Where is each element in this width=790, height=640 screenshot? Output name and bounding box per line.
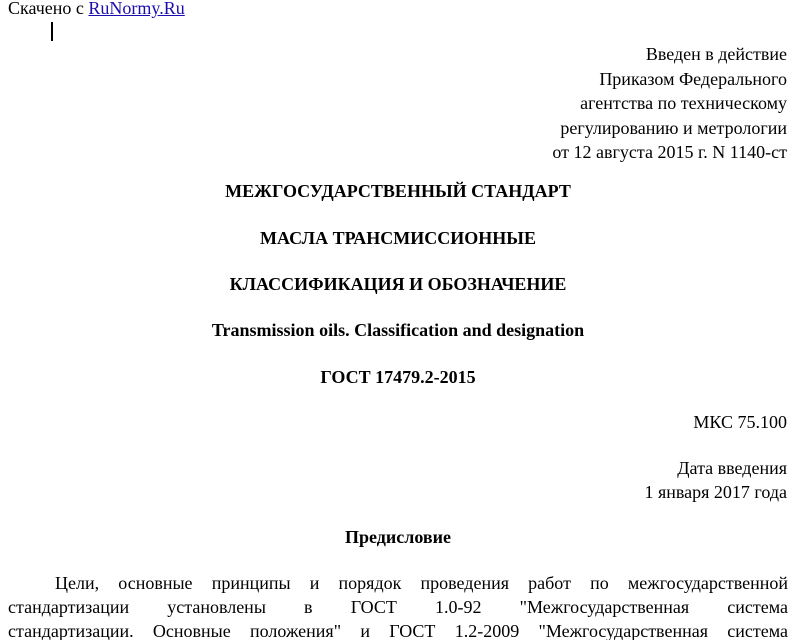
approval-line: Приказом Федерального xyxy=(599,68,787,89)
approval-line: Введен в действие xyxy=(645,44,787,64)
text-cursor xyxy=(51,22,53,41)
approval-line: агентства по техническому xyxy=(580,93,787,113)
preface-line: стандартизации. Основные положения" и ГОСТ 1.2-2009 "Межгосударственная система xyxy=(8,621,788,640)
runormy-link[interactable]: RuNormy.Ru xyxy=(88,0,185,18)
standard-type-heading: МЕЖГОСУДАРСТВЕННЫЙ СТАНДАРТ xyxy=(225,181,571,201)
approval-line: от 12 августа 2015 г. N 1140-ст xyxy=(552,142,787,162)
intro-date: 1 января 2017 года xyxy=(644,482,787,502)
preface-line: Цели, основные принципы и порядок проведения работ по межгосударственной xyxy=(55,573,788,593)
document-subtitle: КЛАССИФИКАЦИЯ И ОБОЗНАЧЕНИЕ xyxy=(229,274,567,294)
document-english-title: Transmission oils. Classification and designation xyxy=(211,320,585,340)
download-source-line xyxy=(8,0,185,18)
approval-line: регулированию и метрологии xyxy=(560,117,787,138)
preface-heading: Предисловие xyxy=(345,527,451,547)
document-title: МАСЛА ТРАНСМИССИОННЫЕ xyxy=(260,228,536,248)
preface-line: стандартизации установлены в ГОСТ 1.0-92 "Межгосударственная система xyxy=(8,597,788,617)
mks-code: МКС 75.100 xyxy=(693,412,787,432)
approval-block xyxy=(552,42,787,165)
preface-paragraph xyxy=(8,571,788,640)
gost-code: ГОСТ 17479.2-2015 xyxy=(320,367,476,387)
intro-date-label: Дата введения xyxy=(677,458,787,478)
download-source-prefix: Скачено с xyxy=(8,0,84,18)
